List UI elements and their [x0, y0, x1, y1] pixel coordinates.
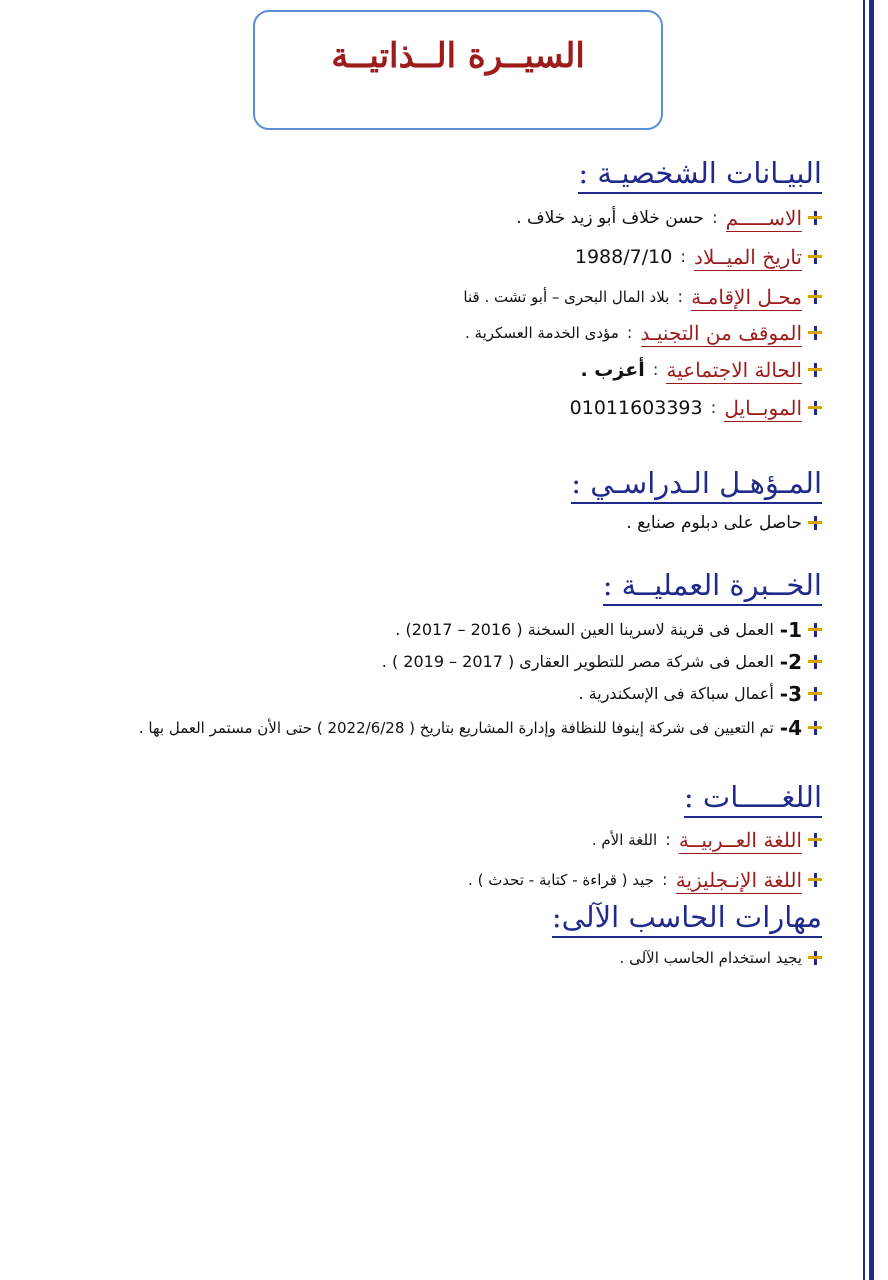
colon: : [677, 287, 684, 307]
bullet-icon [808, 326, 822, 340]
experience-item [395, 615, 822, 645]
colon: : [710, 398, 717, 418]
bullet-icon [808, 401, 822, 415]
colon: : [680, 247, 687, 267]
colon: : [626, 323, 633, 343]
row-label: الموبــايل [724, 395, 802, 420]
education-item [626, 508, 822, 538]
personal-row-mobile [570, 393, 822, 423]
item-number: 3- [779, 682, 802, 706]
languages-heading: اللغـــــات : [684, 778, 822, 818]
bullet-icon [808, 516, 822, 530]
row-label: تاريخ الميــلاد [694, 244, 802, 269]
bullet-icon [808, 250, 822, 264]
colon: : [711, 208, 718, 228]
bullet-icon [808, 623, 822, 637]
personal-row-military [465, 318, 822, 348]
bullet-icon [808, 655, 822, 669]
colon: : [665, 830, 671, 850]
row-label: الاســـــم [725, 205, 802, 230]
personal-heading: البيـانات الشخصيـة : [578, 154, 822, 194]
bullet-icon [808, 833, 822, 847]
row-label: اللغة الإنـجليزية [675, 867, 802, 892]
item-text: أعمال سباكة فى الإسكندرية . [578, 684, 774, 703]
item-number: 1- [779, 618, 802, 642]
experience-item [139, 713, 822, 743]
language-row-arabic [592, 825, 822, 855]
bullet-icon [808, 211, 822, 225]
row-value: مؤدى الخدمة العسكرية . [465, 324, 619, 342]
bullet-icon [808, 721, 822, 735]
row-value: اللغة الأم . [591, 831, 658, 849]
personal-row-marital [580, 355, 822, 385]
bullet-icon [808, 363, 822, 377]
item-number: 2- [779, 650, 802, 674]
bullet-icon [808, 687, 822, 701]
row-value: جيد ( قراءة - كتابة - تحدث ) . [468, 871, 654, 889]
experience-item [579, 679, 823, 709]
title-box [253, 10, 663, 130]
personal-row-name [516, 203, 822, 233]
row-value: 1988/7/10 [574, 246, 673, 268]
row-value: حسن خلاف أبو زيد خلاف . [516, 208, 704, 228]
item-text: العمل فى شركة مصر للتطوير العقارى ( 2017 – 2019 ) . [381, 652, 774, 671]
item-text: تم التعيين فى شركة إينوفا للنظافة وإدارة المشاريع بتاريخ ( 2022/6/28 ) حتى الأن مستمر العمل بها . [138, 719, 774, 737]
row-value: بلاد المال البحرى – أبو تشت . قنا [463, 288, 670, 306]
page-border-thick [869, 0, 874, 1280]
row-value: أعزب . [580, 359, 645, 381]
item-number: 4- [779, 716, 802, 740]
computer-heading: مهارات الحاسب الآلى: [552, 898, 822, 938]
item-text: يجيد استخدام الحاسب الآلى . [619, 949, 802, 967]
item-text: العمل فى قرينة لاسرينا العين السخنة ( 2016 – 2017) . [395, 620, 774, 639]
personal-row-residence [463, 282, 822, 312]
row-label: اللغة العــربيــة [678, 827, 802, 852]
row-label: الموقف من التجنيـد [640, 320, 802, 345]
personal-row-birthdate [575, 242, 822, 272]
page-title: السيــرة الــذاتيــة [331, 36, 585, 76]
education-heading: المـؤهـل الـدراسـي : [571, 464, 822, 504]
item-text: حاصل على دبلوم صنايع . [626, 513, 802, 533]
language-row-english [468, 865, 822, 895]
row-label: محـل الإقامـة [691, 284, 802, 309]
computer-item [620, 943, 822, 973]
experience-heading: الخــبرة العمليــة : [603, 566, 822, 606]
colon: : [652, 360, 659, 380]
colon: : [661, 870, 668, 890]
bullet-icon [808, 873, 822, 887]
row-value: 01011603393 [569, 397, 703, 419]
bullet-icon [808, 951, 822, 965]
row-label: الحالة الاجتماعية [666, 357, 802, 382]
page-border-thin [863, 0, 865, 1280]
bullet-icon [808, 290, 822, 304]
experience-item [382, 647, 822, 677]
